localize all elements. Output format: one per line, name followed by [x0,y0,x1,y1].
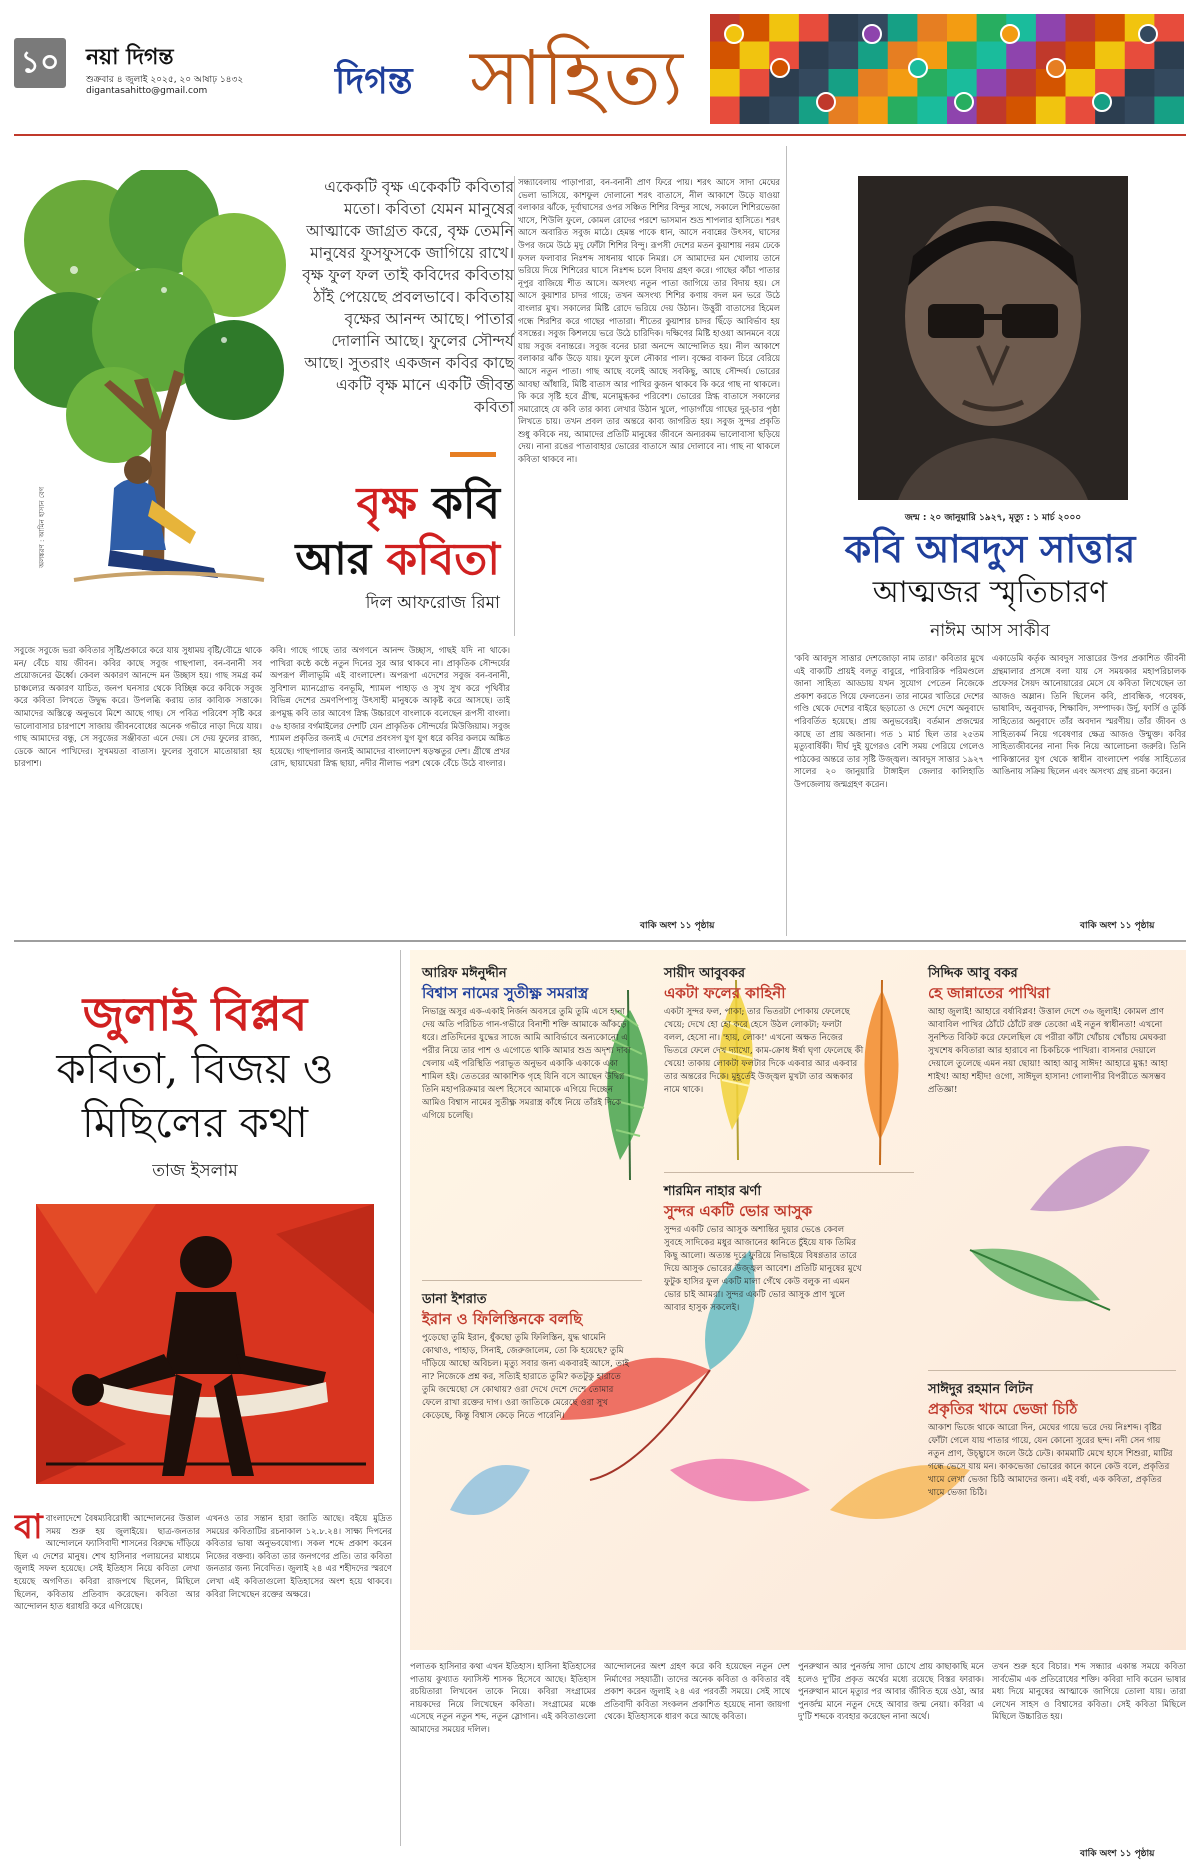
poem3-body: আহা জুলাই! আহারে বর্ষাবিপ্লব! উত্তাল দেশে ৩৬ জুলাই! কোমল প্রাণ আবাবিল পাখির ঠোঁটে ঠোঁটে রক্ত তেজো এই নতুন স্বাধীনতা! এখনো সুনশ্চিত বিকিট করে ফেলেছিল যে পরীরা কাঁটা খোঁচায় খোঁচায় মেঘকরা সুখশেষ কবিতারা আর হারাবে না চিকচিকে পাখিরা। বাসনার দেয়ালে দেয়ালে তুলেছে এমন নয়া ছোয়া! আহা আবু সাঈদ! আহারে মুগ্ধ! আহা শাইখ! আহা শহীদ! ওগো, সাঈদুল হাসান! গোলাপীর বিপরীতে অসম্ভব প্রতিজ্ঞা! [928,1007,1168,1095]
mosaic-tile [947,14,977,42]
article2-body-col2: একাডেমি কর্তৃক আবদুস সাত্তারের উপর প্রকাশিত জীবনী গ্রন্থমালার প্রসঙ্গে বলা যায় সে সময়কার মহাপরিচালক প্রফেসর সৈয়দ আনোয়ারের মেসে যে কবিতা লিখেছেন তা আজও অম্লান। তিনি ছিলেন কবি, প্রাবন্ধিক, গবেষক, ভাষাবিদ, অনুবাদক, শিক্ষাবিদ, সম্পাদক। উর্দু, ফার্সি ও তুর্কি সাহিত্যের অনুবাদে তাঁর অবদান স্মরণীয়। তাঁর জীবন ও সাহিত্যকর্ম নিয়ে গবেষণার ক্ষেত্র আজও উন্মুক্ত। কবির সাহিত্যজীবনের নানা দিক নিয়ে আলোচনা জরুরি। তিনি পাকিস্তানের যুগ থেকে স্বাধীন বাংলাদেশ পর্যন্ত সাহিত্যের আঙিনায় সক্রিয় ছিলেন এবং অসংখ্য গ্রন্থ রচনা করেন। [992,653,1186,777]
title-word: কবিতা [386,534,500,585]
mosaic-tile [829,42,859,70]
article2-subtitle: আত্মজর স্মৃতিচারণ [872,575,1108,610]
mosaic-tile [740,42,770,70]
title-word: কবি [432,478,500,529]
poet-portrait [858,176,1128,500]
mosaic-ornament [725,25,743,43]
poetry-section [410,950,1186,1650]
article1-author: দিল আফরোজ রিমা [365,593,500,613]
column-divider [400,950,401,1846]
mosaic-tile [769,97,799,125]
article3-author: তাজ ইসলাম [152,1161,238,1181]
mosaic-ornament [771,59,789,77]
mosaic-ornament [1047,59,1065,77]
mosaic-tile [1154,69,1184,97]
mosaic-tile [1095,14,1125,42]
mosaic-tile [1066,42,1096,70]
mosaic-tile [1125,42,1155,70]
mosaic-tile [829,14,859,42]
poem-divider [422,1280,642,1281]
mosaic-tile [1125,97,1155,125]
bottom-body-col1: পলাতক হাসিনার কথা এখন ইতিহাস। হাসিনা ইতিহাসের পাতায় কুখ্যাত ফ্যাসিস্ট শাসক হিসেবে আছে। ইতিহাস রচয়িতারা লিখবেন তাকে নিয়ে। কবিরা সংগ্রামের নায়কদের নিয়ে লিখেছেন কবিতা। সংগ্রামের মঞ্চে এসেছে নতুন নতুন শব্দ, নতুন স্লোগান। এই কবিতাগুলো আমাদের সময়ের দলিল। [410,1661,596,1734]
column-divider [514,176,515,636]
bottom-body-col3: পুনরুত্থান আর পুনর্জন্ম সাদা চোখে প্রায় কাছাকাছি মনে হলেও দু'টির প্রকৃত অর্থের মধ্যে রয়েছে বিস্তর ফারাক। পুনরুত্থান মানে মৃত্যুর পর আবার জীবিত হয়ে ওঠা, আর পুনর্জন্ম মানে নতুন দেহে আবার জন্ম নেয়া। কবিরা এ দু'টি শব্দকে ব্যবহার করেছেন নানা অর্থে। [798,1661,984,1722]
mosaic-tile [1006,97,1036,125]
mosaic-tile [917,97,947,125]
issue-date: শুক্রবার ৪ জুলাই ২০২৫, ২০ আষাঢ় ১৪৩২ [86,75,244,85]
header-mosaic-art [710,14,1184,124]
poem-divider [664,1172,914,1173]
article3-body-col2: এখনও তার সন্তান হারা জাতি আছে। বইয়ে মুদ্রিত সময়ের কবিতাটির রচনাকাল ১২.৮.২৪। সাক্ষ্য দিপনের কবিতার ভাষা অনুভবযোগ্য। সকল শব্দে প্রকাশ করেন নিজের বক্তব্য। কবিতা তার জনগণের প্রতি। তার কবিতা জনতার জন্য নিবেদিত। জুলাই ২৪ এর শহীদদের স্মরণে লেখা এই কবিতাগুলো ইতিহাসের অংশ হয়ে থাকবে। কবিরা লিখেছেন রক্তের অক্ষরে। [206,1513,392,1599]
mosaic-tile [1006,42,1036,70]
poem4-author: শারমিন নাহার ঝর্ণা [664,1184,762,1199]
article1-continuation: বাকি অংশ ১১ পৃষ্ঠায় [640,921,715,931]
section-divider [14,940,1186,942]
article3-body-col1 [14,1512,200,1846]
poem5-author: ডানা ইশরাত [422,1292,487,1307]
article1-body-col3: সন্ধ্যাবেলায় পাড়াপারা, বন-বনানী প্রাণ ফিরে পায়। শরৎ আসে সাদা মেঘের ভেলা ভাসিয়ে, কাশফুল দোলানো শরৎ বাতাসে, নীল আকাশে উড়ে যাওয়া বলাকার ঝাঁকে, দূর্বাঘাসের ওপর সঞ্চিত শিশির বিন্দুর সাথে, সকালে শিশিরভেজা খাসে, শিউলি ফুলে, কোমল রোদের পরশে ভাসমান শুভ্র শাপলার হাসিতে। শরৎ আসে অবারিত সবুজ মাঠে। হেমন্ত পাকে ধান, আসে নবান্নের উৎসব, ঘাসের উপর জমে উঠে মৃদু ফোঁটা শিশির বিন্দু। রূপসী দেশের মতন কুয়াশায় নরম ঢেকে ফসল ফলাবার নিঃশব্দ সাধনায় থাকে নিমগ্ন। সে আমাদের মন খোলায় তানে ভরিয়ে দিয়ে শিশিরের ঘাসে নিঃশব্দ চলে বিদায় গ্রহণ করে। গাছের কাঁচা পাতার নূপুর বাজিয়ে শীত আসে। অসংখ্য নতুন পাতা জাগিয়ে তার বিদায় হয়। সে আসে কুয়াশার চাদর গায়ে; তখন অসংখ্য শিশির কণায় বদল মন ভরে উঠে বাংলার মুখ। সকালের মিষ্টি রোদে ভরিয়ে দেয় উঠান। উত্তুরী বাতাসের হিমেল গন্ধে শিরশির করে গাছের পাতারা। শীতের কুয়াশার চাদর ছিঁড়ে আবির্ভাব হয় বসন্তের। সবুজ কিশলয়ে ভরে উঠে চারিদিক। দক্ষিণের মিষ্টি হাওয়া আনমনে বয়ে যায় সবুজ বনান্তরে। সবুজ বনের চারা অনন্দে আন্দোলিত হয়। নীল আকাশে বলাকার ঝাঁক উড়ে যায়। ফুলে ফুলে নৌকার পাল। বৃক্ষের বাকল চিরে বেরিয়ে আসে নতুন পাতা। গাছ আছে বলেই আছে সবকিছু, আছে সৌন্দর্য। ভোরের আবছা আঁধারি, মিষ্টি বাতাস আর পাখির কুজন থাকবে কি করে গাছ না থাকলে। কি করে সৃষ্টি হবে গ্রীষ্ম, মনোমুগ্ধকর পরিবেশ। ভোরের স্নিগ্ধ বাতাসে সকালের সমারোহে যে কবি তার কাব্য লেখার উঠান খুলে, পাড়াগাঁয়ে গাছের দুর্-চার পৃষ্ঠা লিখতে চায়। তখন প্রবল তার অন্তরে কাব্য জাগরিত হয়। সবুজ সুন্দর প্রকৃতি শুধু কবিকে নয়, আমাদের প্রতিটি মানুষের জীবনে অন্যরকম ভালোবাসা ছড়িয়ে দেয়। নানা রঙের পাতাবাহার ভোরের বাতাসে আর দোলাবে না। গাছ না থাকলে কবিতা থাকবে না। [518,177,780,465]
mosaic-ornament [1139,25,1157,43]
mosaic-tile [740,14,770,42]
article1-intro: একেকটি বৃক্ষ একেকটি কবিতার মতো। কবিতা যেমন মানুষের আত্মাকে জাগ্রত করে, বৃক্ষ তেমনি মানুষের ফুসফুসকে জাগিয়ে রাখে। বৃক্ষ ফুল ফল তাই কবিদের কবিতায় ঠাঁই পেয়েছে প্রবলভাবে। কবিতায় বৃক্ষের আনন্দ আছে। পাতার দোলানি আছে। ফুলের সৌন্দর্য আছে। সুতরাং একজন কবির কাছে একটি বৃক্ষ মানে একটি জীবন্ত কবিতা [302,178,514,416]
article3-title-line3: মিছিলের কথা [81,1098,309,1147]
article2-body-col1: 'কবি আবদুস সাত্তার দেশজোড়া নাম তার।' কবিতার মুখে এই বাক্যটি প্রায়ই বলতু বাবুরে, পারিবারিক পরিমণ্ডলে জানা সাহিত্য আড্ডায় যখন সুযোগ পেতেন নিজেকে প্রকাশ করতে গিয়ে ফেলতেন। তার নামের খাতিরে দেশের গণ্ডি থেকে দেশের বাইরে ছড়াতো ও দেশে দেশে অনুবাদে পরিবর্তিত হয়েছে। প্রায় অনুভবেরই। বর্তমান প্রজন্মের কাছে তা প্রায় অজানা। গত ১ মার্চ ছিল তার ২৫তম মৃত্যুবার্ষিকী। দীর্ঘ দুই যুগেরও বেশি সময় পেরিয়ে গেলেও পাঠকের অন্তরে তার সৃষ্টি উজ্জ্বল। আবদুস সাত্তার ১৯২৭ সালের ২০ জানুয়ারি টাঙ্গাইল জেলার কালিহাতি উপজেলায় জন্মগ্রহণ করেন। [794,653,984,789]
poem-divider [928,1370,1176,1371]
mosaic-tile [710,97,740,125]
newspaper-name: নয়া দিগন্ত [86,45,174,70]
mosaic-tile [917,14,947,42]
bottom-body-col2: আন্দোলনের অংশ গ্রহণ করে কবি হয়েছেন নতুন দেশ নির্মাণের সহযাত্রী। তাদের অনেক কবিতা ও কবিতার বই প্রকাশ করেন জুলাই ২৪ এর পরবর্তী সময়ে। সেই সাথে প্রতিবাদী কবিতা সংকলন প্রকাশিত হয়েছে নানা জায়গা থেকে। ইতিহাসকে ধারণ করে আছে কবিতা। [604,1661,790,1722]
title-word: বৃক্ষ [356,478,417,529]
mosaic-tile [769,14,799,42]
mosaic-ornament [1093,93,1111,111]
article1-body-col2: কবি। গাছে গাছে তার অগণনে আনন্দ উচ্ছাস, গাছই যদি না থাকে। পাখিরা কন্ঠে কন্ঠে নতুন দিনের সুর আর থাকবে না। প্রাকৃতিক সৌন্দর্যের অপরূপ লীলাভূমি এই বাংলাদেশ। অপরূপা এদেশের সবুজ বন-বনানী, সুবিশাল ম্যানগ্রোভ বনভূমি, শ্যামল পাহাড় ও সুখ সুখ করে পৃথিবীর বিভিন্ন দেশের ভ্রমণপিপাসু উৎসাহী মানুষকে আকৃষ্ট করে আসছে। তাই রূপমুগ্ধ কবি তার আবেগ স্নিগ্ধ উচ্চারণে বাংলাকে বলেছেন রূপসী বাংলা। ৫৬ হাজার বর্গমাইলের দেশটি যেন প্রাকৃতিক সৌন্দর্যের মিউজিয়াম। সবুজ শ্যামল প্রকৃতির জন্যই এ দেশের প্রবংসগ যুগ যুগ ধরে কবির কলমে অঙ্কিত হয়েছে। গাছপালার জন্যই আমাদের বাংলাদেশ ষড়ঋতুর দেশ। গ্রীষ্মে প্রখর রোদ, ছায়াঘেরা স্নিগ্ধ ছায়া, নদীর নীলাভ পরশ থেকে বেঁচে উঠে বাংলার। [270,645,510,769]
mosaic-tile [1066,69,1096,97]
mosaic-ornament [817,93,835,111]
mosaic-tile [1154,14,1184,42]
section-email[interactable]: digantasahitto@gmail.com [86,86,208,96]
drop-cap: বা [14,1512,43,1547]
mosaic-tile [1036,97,1066,125]
accent-bar [450,452,496,457]
article1-body-col1: সবুজে সবুজে ভরা কবিতার সৃষ্টি/প্রকারে করে যায় সুধাময় বৃষ্টি/বৌদ্রে থাকে মন/ বেঁচে যায় জীবন। কবির কাছে সবুজ গাছপালা, বন-বনানী সব প্রয়োজনের ঊর্ধ্বে। কেবল অকারণ আনন্দে মন উচ্ছাস হয়। গাছ সমগ্র কর্ম চাঞ্চল্যের অকারণ যাচিত, জনপ ঘনসার থেকে বিচ্ছিন্ন করে কবিকে সবুজ করে কবিতা লিখতে উদ্বুদ্ধ করে। উপলব্ধি করায় তার কাব্যিক সত্তাকে। আমাদের অস্তিত্বে অনুভবে মিশে আছে গাছ। সে পবিত্র পরিবেশ সৃষ্টি করে ভালোবাসার চারপাশে সাজায় জীবনবোধের অনেক গভীরে নাড়া দিয়ে যায়। গাছ আমাদের বন্ধু, সে সবুজের সঞ্জীবতা এনে দেয়। সে দেয় ফুলের রাজ্য, ডেকে আনে পাখিদের। সুখময়তা বাতাস। ফুলের সুবাসে মাতোয়ারা হয় চারপাশ। [14,645,262,769]
bottom-continuation: বাকি অংশ ১১ পৃষ্ঠায় [1080,1849,1155,1859]
article2-continuation: বাকি অংশ ১১ পৃষ্ঠায় [1080,921,1155,931]
poem1-author: আরিফ মঈনুদ্দীন [422,966,507,981]
illustration-credit: অলঙ্করণ : আমিন হাসান বেগ [38,486,46,568]
article1-title-line2 [280,526,500,599]
mosaic-tile [888,14,918,42]
poem6-body: আকাশ ভিজে থাকে আরো দিন, মেঘের গায়ে ভরে দেয় নিঃশব্দ। বৃষ্টির ফোঁটা গেলে যায় পাতার গায়ে, যেন কোনো সুরের ছন্দ। নদী সেন গায় নতুন প্রাণ, উচ্ছ্বাসে জলে উঠে ঢেউ। কামমাটি মেখে হাসে শিশুরা, মাটির গন্ধে ভেসে যায় মন। কাকভেজা ভোরের কানে কানে কেউ বলে, প্রকৃতির খামে লেখা ভেজা চিঠি আমাদের জন্য। এই বর্ষা, এক কবিতা, প্রকৃতির খামে ভেজা চিঠি। [928,1423,1173,1498]
mosaic-tile [829,69,859,97]
article3-body-col1-text: বাংলাদেশে বৈষম্যবিরোধী আন্দোলনের উত্তাল সময় শুরু হয় জুলাইয়ে। ছাত্র-জনতার আন্দোলনে ফ্যাসিবাদী শাসনের বিরুদ্ধে দাঁড়িয়ে ছিল এ দেশের মানুষ। শেখ হাসিনার পলায়নের মাধ্যমে জুলাই সফল হয়েছে। সেই ইতিহাস নিয়ে কবিতা লেখা হয়েছে অগণিত। কবিরা রাজপথে ছিলেন, মিছিলে ছিলেন, কবিতায় প্রতিবাদ করেছেন। কবিতা আর আন্দোলন হাত ধরাধরি করে এগিয়েছে। [14,1513,200,1612]
mosaic-tile [947,42,977,70]
article3-title-line1: জুলাই বিপ্লব [82,987,308,1041]
mosaic-tile [977,97,1007,125]
mosaic-tile [1125,69,1155,97]
mosaic-tile [977,42,1007,70]
article3-title-line2: কবিতা, বিজয় ও [56,1044,334,1093]
mosaic-tile [858,69,888,97]
mosaic-tile [710,69,740,97]
poem2-body: একটা সুন্দর ফল, পাকা; তার ভিতরটা পোকায় ফেলেছে খেয়ে; দেখে হো হো করে হেসে উঠল লোকটা; ফলটা বলল, হেসো না। 'হায়, লোক!' এখনো অক্ষত নিজের ভিতরে ফেলে দেখ দ্যাখো, কাম-ক্রোধ ঈর্ষা ঘৃণা ফেলেছে কী খেয়ে! তাকায় লোকটা ফলটার দিকে একবার আর একবার তার অন্তরের দিকে। মুহূর্তেই উজ্জ্বল মুখটা তার অন্ধকার নামে থাকে। [664,1007,864,1095]
title-word: আর [295,534,372,585]
poem2-title: একটা ফলের কাহিনী [664,984,786,1002]
column-divider [786,146,787,936]
poem4-body: সুন্দর একটি ভোর আসুক অশান্তির দুয়ার ভেঙে কেবল সুবহে সাদিকের মধুর আজানের ধ্বনিতে চুঁইয়ে যাক তিমির কিছু আলো। অত্যন্ত দূরে ফুরিয়ে নিভাইয়ে বিষণ্ণতার তারে দিয়ে আসুক ভোরের উজ্জ্বল আবেশ। প্রতিটি মানুষের মুখে ফুটুক হাসির ফুল একটি মালা গেঁথে কেউ বলুক না এমন ভোর চাই আমরা। সুন্দর একটি ভোর আসুক প্রাণ খুলে আবার হাসুক সকলেই। [664,1225,862,1313]
poem2-author: সায়ীদ আবুবকর [664,966,745,981]
july-revolution-artwork [36,1204,374,1484]
poem4-title: সুন্দর একটি ভোর আসুক [664,1202,812,1220]
page-number: ১০ [14,38,66,88]
mosaic-tile [1066,14,1096,42]
mosaic-tile [977,69,1007,97]
poem5-body: পুড়েছো তুমি ইরান, ধুঁকছো তুমি ফিলিস্তিন, যুদ্ধ থামেনি কোথাও, পাহাড়, সিনাই, জেরুজালেম, তো কি হয়েছে? তুমি দাঁড়িয়ে আছো অবিচল। মৃত্যু সবার জন্য একবারই আসে, তাই না? নিজেকে প্রশ্ন কর, সত্যিই হারাতে তুমি? কতটুকু হারাতে তুমি জন্মেছো সে কোথায়? ওরা দেখে দেশে দেশে তোমার ফেলে রাখা রক্তের দাগ। ওরা জাতিকে মেরেছে ওরা সুখ কেড়েছে, কিন্তু বিশ্বাস কেড়ে নিতে পারেনি। [422,1333,629,1421]
poem1-body: নিভাজ্র অসুর এক-একাই নির্জন অবসরে তুমি তুমি এসে হানা দেয় অতি পরিচিত গান-গভীরে বিনাশী শক্তি আমাকে আঁকড়ে ধরে। প্রতিদিনের যুদ্ধের সাজে আমি আবির্ভাবে অন্যকোনো এ পরীর নিয়ে তার পাশ ও এগোতে থাকি আমার শুভ্র অদৃশ্য দাবা খেলায় এই পরিস্থিতি পরাভূত অনুভব একাকি একাকে একা শামিল হই। তেতরের আকাশিক গৃহে যিনি বসে আছেন উদ্বিগ্ন তিনি মহাপরিক্রমার অংশ হিসেবে আমাকে এগিয়ে দিচ্ছেন আমিও বিশ্বাস নামের সুতীক্ষ্ণ সমরাস্ত্র কাঁধে নিয়ে তাঁরই দিকে এগিয়ে চলেছি। [422,1007,631,1121]
poem1-title: বিশ্বাস নামের সুতীক্ষ্ণ সমরাস্ত্র [422,984,589,1002]
mosaic-ornament [955,93,973,111]
poem6-author: সাঈদুর রহমান লিটন [928,1382,1033,1397]
portrait-caption: জন্ম : ২০ জানুয়ারি ১৯২৭, মৃত্যু : ১ মার্চ ২০০০ [904,513,1082,523]
mosaic-tile [858,97,888,125]
article2-title: কবি আবদুস সাত্তার [844,526,1136,571]
poem6-title: প্রকৃতির খামে ভেজা চিঠি [928,1400,1078,1418]
mosaic-tile [740,97,770,125]
mosaic-tile [858,42,888,70]
mosaic-ornament [863,25,881,43]
tree-illustration [14,170,292,610]
section-title-part2: সাহিত্য [470,33,683,122]
mosaic-ornament [1001,25,1019,43]
mosaic-tile [799,14,829,42]
mosaic-tile [1006,69,1036,97]
poem5-title: ইরান ও ফিলিস্তিনকে বলছি [422,1310,583,1328]
mosaic-tile [799,42,829,70]
mosaic-tile [888,97,918,125]
poem3-author: সিদ্দিক আবু বকর [928,966,1018,981]
mosaic-tile [1095,42,1125,70]
header-rule [14,134,1186,136]
bottom-body-col4: তখন শুরু হবে বিচার। শব্দ সন্ধ্যার একান্ত সময়ে কবিতা সার্বভৌম এক প্রতিরোধের শক্তি। কবিরা দাবি করেন ভাষার মধ্য দিয়ে মানুষের আত্মাকে জাগিয়ে তোলা যায়। তারা লেখেন সাহস ও বিশ্বাসের কবিতা। সেই কবিতা মিছিলে মিছিলে উচ্চারিত হয়। [992,1661,1186,1722]
mosaic-ornament [909,59,927,77]
poem3-title: হে জান্নাতের পাখিরা [928,984,1050,1002]
mosaic-tile [710,42,740,70]
article2-author: নাঈম আস সাকীব [930,621,1050,641]
mosaic-tile [1036,14,1066,42]
mosaic-tile [1066,97,1096,125]
mosaic-tile [1154,42,1184,70]
mosaic-tile [1154,97,1184,125]
section-title-part1: দিগন্ত [335,61,413,102]
mosaic-tile [740,69,770,97]
